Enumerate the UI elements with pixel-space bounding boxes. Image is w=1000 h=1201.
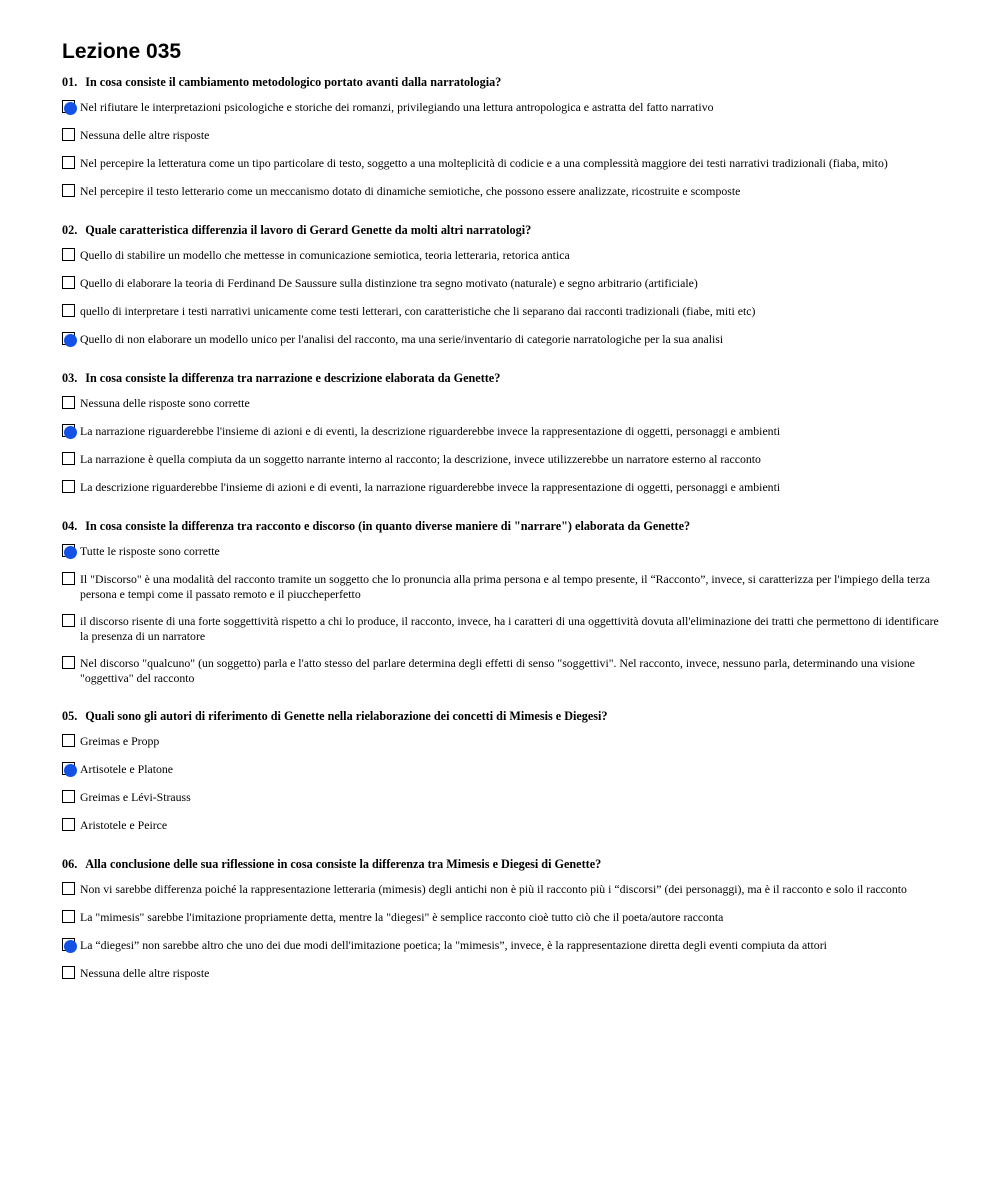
answer-checkbox[interactable] — [62, 396, 75, 409]
answer-option[interactable] — [62, 396, 942, 412]
answer-option[interactable] — [62, 452, 942, 468]
answer-option[interactable] — [62, 544, 942, 560]
answer-text: Greimas e Lévi-Strauss — [80, 790, 191, 804]
answer-text: Nel percepire il testo letterario come un meccanismo dotato di dinamiche semiotiche, che possono essere analizzate, ricostruite e scomposte — [80, 184, 741, 198]
selected-marker-icon — [64, 334, 77, 347]
selected-marker-icon — [64, 426, 77, 439]
answer-text: Quello di elaborare la teoria di Ferdinand De Saussure sulla distinzione tra segno motivato (naturale) e segno arbitrario (artificiale) — [80, 276, 698, 290]
quiz-page — [62, 38, 942, 1004]
question-number: 02. — [62, 223, 78, 237]
answer-text: Quello di non elaborare un modello unico per l'analisi del racconto, ma una serie/inventario di categorie narratologiche per la sua analisi — [80, 332, 724, 346]
question-block — [62, 708, 942, 834]
answer-checkbox[interactable] — [62, 818, 75, 831]
selected-marker-icon — [64, 102, 77, 115]
answer-checkbox[interactable] — [62, 248, 75, 261]
answer-text: La "mimesis" sarebbe l'imitazione propriamente detta, mentre la "diegesi" è semplice racconto cioè tutto ciò che il poeta/autore racconta — [80, 910, 724, 924]
answer-text: La narrazione riguarderebbe l'insieme di azioni e di eventi, la descrizione riguarderebbe invece la rappresentazione di oggetti, personaggi e ambienti — [80, 424, 781, 438]
answer-checkbox[interactable] — [62, 910, 75, 923]
answer-option[interactable] — [62, 304, 942, 320]
answer-text: Nel rifiutare le interpretazioni psicologiche e storiche dei romanzi, privilegiando una lettura antropologica e astratta del fatto narrativo — [80, 100, 714, 114]
answer-text: Nel percepire la letteratura come un tipo particolare di testo, soggetto a una molteplicità di codicie e a una complessità maggiore dei testi narrativi tradizionali (fiaba, mito) — [80, 156, 888, 170]
page-title: Lezione 035 — [62, 40, 182, 63]
question-text — [62, 708, 942, 724]
answer-option[interactable] — [62, 734, 942, 750]
answer-text: Quello di stabilire un modello che mettesse in comunicazione semiotica, teoria letteraria, retorica antica — [80, 248, 570, 262]
answer-text: Greimas e Propp — [80, 734, 160, 748]
answer-option[interactable] — [62, 332, 942, 348]
answer-checkbox[interactable] — [62, 882, 75, 895]
answer-option[interactable] — [62, 424, 942, 440]
answer-text: Artisotele e Platone — [80, 762, 174, 776]
answer-text: Tutte le risposte sono corrette — [80, 544, 220, 558]
question-text — [62, 856, 942, 872]
answer-checkbox[interactable] — [62, 304, 75, 317]
answer-checkbox[interactable] — [62, 790, 75, 803]
answer-text: La descrizione riguarderebbe l'insieme di azioni e di eventi, la narrazione riguarderebbe invece la rappresentazione di oggetti, personaggi e ambienti — [80, 480, 781, 494]
answer-checkbox[interactable] — [62, 276, 75, 289]
answer-option[interactable] — [62, 882, 942, 898]
answer-checkbox[interactable] — [62, 480, 75, 493]
answer-checkbox[interactable] — [62, 734, 75, 747]
answer-checkbox[interactable] — [62, 966, 75, 979]
answer-option[interactable] — [62, 818, 942, 834]
answer-option[interactable] — [62, 276, 942, 292]
answer-checkbox[interactable] — [62, 614, 75, 627]
question-label: Quali sono gli autori di riferimento di Genette nella rielaborazione dei concetti di Mimesis e Diegesi? — [85, 709, 608, 723]
question-block — [62, 222, 942, 348]
question-text — [62, 74, 942, 90]
answer-option[interactable] — [62, 938, 942, 954]
question-number: 05. — [62, 709, 78, 723]
answer-checkbox[interactable] — [62, 452, 75, 465]
answer-option[interactable] — [62, 100, 942, 116]
answer-option[interactable] — [62, 614, 942, 644]
selected-marker-icon — [64, 546, 77, 559]
question-block — [62, 370, 942, 496]
selected-marker-icon — [64, 764, 77, 777]
answer-text: Il "Discorso" è una modalità del racconto tramite un soggetto che lo pronuncia alla prima persona e al tempo presente, il “Racconto”, invece, si caratterizza per l'impiego della terza persona e tempi come il passato remoto e il piuccheperfetto — [80, 572, 930, 601]
question-list — [62, 74, 942, 982]
answer-text: Non vi sarebbe differenza poiché la rappresentazione letteraria (mimesis) degli antichi non è più il racconto più i “discorsi” (dei personaggi), ma è il racconto e solo il racconto — [80, 882, 907, 896]
answer-checkbox[interactable] — [62, 656, 75, 669]
answer-text: Nessuna delle risposte sono corrette — [80, 396, 250, 410]
question-text — [62, 518, 942, 534]
question-label: In cosa consiste la differenza tra racconto e discorso (in quanto diverse maniere di "narrare") elaborata da Genette? — [85, 519, 691, 533]
answer-text: Nessuna delle altre risposte — [80, 966, 210, 980]
question-block — [62, 856, 942, 982]
answer-option[interactable] — [62, 184, 942, 200]
answer-option[interactable] — [62, 656, 942, 686]
question-number: 04. — [62, 519, 78, 533]
answer-checkbox[interactable] — [62, 128, 75, 141]
answer-text: La narrazione è quella compiuta da un soggetto narrante interno al racconto; la descrizione, invece utilizzerebbe un narratore esterno al racconto — [80, 452, 761, 466]
question-text — [62, 222, 942, 238]
answer-option[interactable] — [62, 790, 942, 806]
answer-text: Nessuna delle altre risposte — [80, 128, 210, 142]
question-label: Alla conclusione delle sua riflessione in cosa consiste la differenza tra Mimesis e Diegesi di Genette? — [85, 857, 602, 871]
answer-text: il discorso risente di una forte soggettività rispetto a chi lo produce, il racconto, invece, ha i caratteri di una oggettività dovuta all'eliminazione dei tratti che permettono di identificare la presenza di un narratore — [80, 614, 939, 643]
question-number: 03. — [62, 371, 78, 385]
question-block — [62, 74, 942, 200]
answer-option[interactable] — [62, 128, 942, 144]
answer-option[interactable] — [62, 910, 942, 926]
answer-option[interactable] — [62, 572, 942, 602]
question-number: 06. — [62, 857, 78, 871]
answer-text: quello di interpretare i testi narrativi unicamente come testi letterari, con caratteristiche che li separano dai racconti tradizionali (fiabe, miti etc) — [80, 304, 756, 318]
answer-checkbox[interactable] — [62, 184, 75, 197]
question-number: 01. — [62, 75, 78, 89]
answer-text: Nel discorso "qualcuno" (un soggetto) parla e l'atto stesso del parlare determina degli effetti di senso "soggettivi". Nel racconto, invece, nessuno parla, determinando una visione "oggettiva" del racconto — [80, 656, 915, 685]
answer-option[interactable] — [62, 480, 942, 496]
answer-text: Aristotele e Peirce — [80, 818, 168, 832]
question-block — [62, 518, 942, 686]
answer-option[interactable] — [62, 248, 942, 264]
answer-checkbox[interactable] — [62, 572, 75, 585]
question-text — [62, 370, 942, 386]
question-label: In cosa consiste la differenza tra narrazione e descrizione elaborata da Genette? — [85, 371, 501, 385]
answer-option[interactable] — [62, 762, 942, 778]
answer-option[interactable] — [62, 966, 942, 982]
answer-checkbox[interactable] — [62, 156, 75, 169]
question-label: Quale caratteristica differenzia il lavoro di Gerard Genette da molti altri narratologi? — [85, 223, 532, 237]
answer-option[interactable] — [62, 156, 942, 172]
answer-text: La “diegesi” non sarebbe altro che uno dei due modi dell'imitazione poetica; la "mimesis”, invece, è la rappresentazione diretta degli eventi compiuta da attori — [80, 938, 827, 952]
question-label: In cosa consiste il cambiamento metodologico portato avanti dalla narratologia? — [85, 75, 502, 89]
selected-marker-icon — [64, 940, 77, 953]
